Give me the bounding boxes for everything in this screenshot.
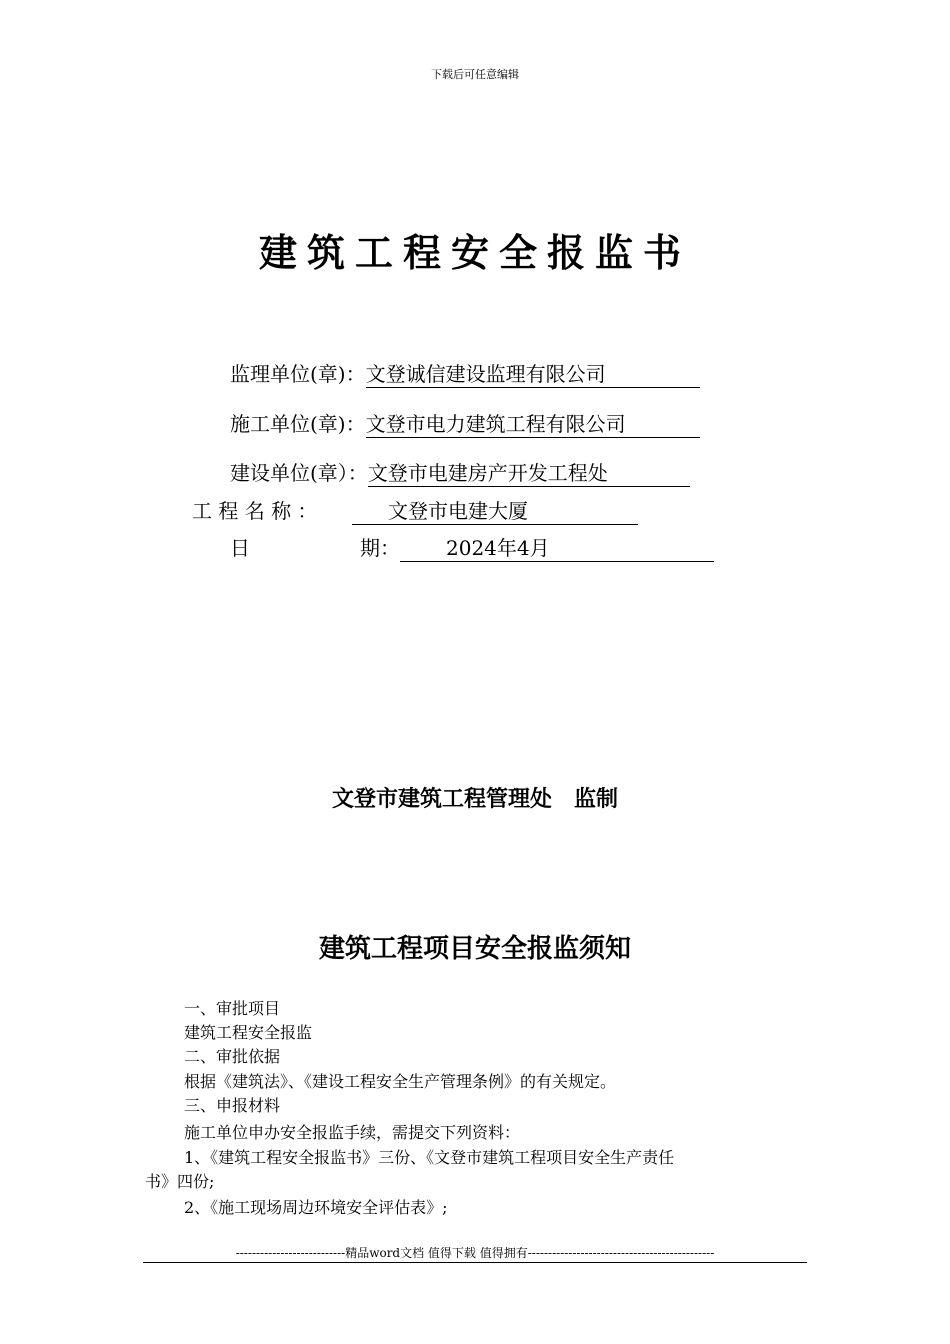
supervisor-label: 监理单位(章)： <box>230 362 366 386</box>
header-note: 下载后可任意编辑 <box>431 68 519 81</box>
project-row <box>192 498 638 525</box>
project-label: 工 程 名 称 ： <box>192 499 318 523</box>
footer-text: ---------------------------精品word文档 值得下载 值得拥有---------------------------------------------- <box>235 1246 715 1260</box>
date-value: 2024年4月 <box>446 536 550 560</box>
notice-line: 1、《建筑工程安全报监书》三份、《文登市建筑工程项目安全生产责任 <box>184 1148 675 1167</box>
notice-line: 一、审批项目 <box>184 999 281 1018</box>
notice-line: 二、审批依据 <box>184 1047 281 1066</box>
project-value: 文登市电建大厦 <box>388 499 528 523</box>
contractor-row <box>230 411 700 438</box>
supervisor-row <box>230 361 700 388</box>
date-row <box>230 535 714 562</box>
owner-row <box>230 460 690 487</box>
footer-rule <box>143 1262 807 1263</box>
notice-line: 建筑工程安全报监 <box>184 1023 313 1042</box>
owner-label: 建设单位(章）： <box>230 461 368 485</box>
contractor-label: 施工单位(章)： <box>230 412 366 436</box>
notice-line: 书》四份; <box>145 1172 215 1191</box>
page-title: 建筑工程安全报监书 <box>258 230 691 275</box>
notice-title: 建筑工程项目安全报监须知 <box>318 934 631 964</box>
contractor-value: 文登市电力建筑工程有限公司 <box>366 411 700 438</box>
notice-line: 根据《建筑法》、《建设工程安全生产管理条例》的有关规定。 <box>184 1072 617 1091</box>
owner-value: 文登市电建房产开发工程处 <box>368 460 690 487</box>
project-value-box <box>352 498 638 525</box>
notice-line: 三、申报材料 <box>184 1096 281 1115</box>
supervisor-value: 文登诚信建设监理有限公司 <box>366 361 700 388</box>
date-label-2: 期： <box>360 536 400 560</box>
notice-line: 2、《施工现场周边环境安全评估表》; <box>184 1198 448 1217</box>
date-label-1: 日 <box>230 536 250 560</box>
date-value-box <box>400 535 714 562</box>
supervised-by: 文登市建筑工程管理处 监制 <box>331 786 618 812</box>
notice-line: 施工单位申办安全报监手续，需提交下列资料： <box>184 1123 521 1142</box>
